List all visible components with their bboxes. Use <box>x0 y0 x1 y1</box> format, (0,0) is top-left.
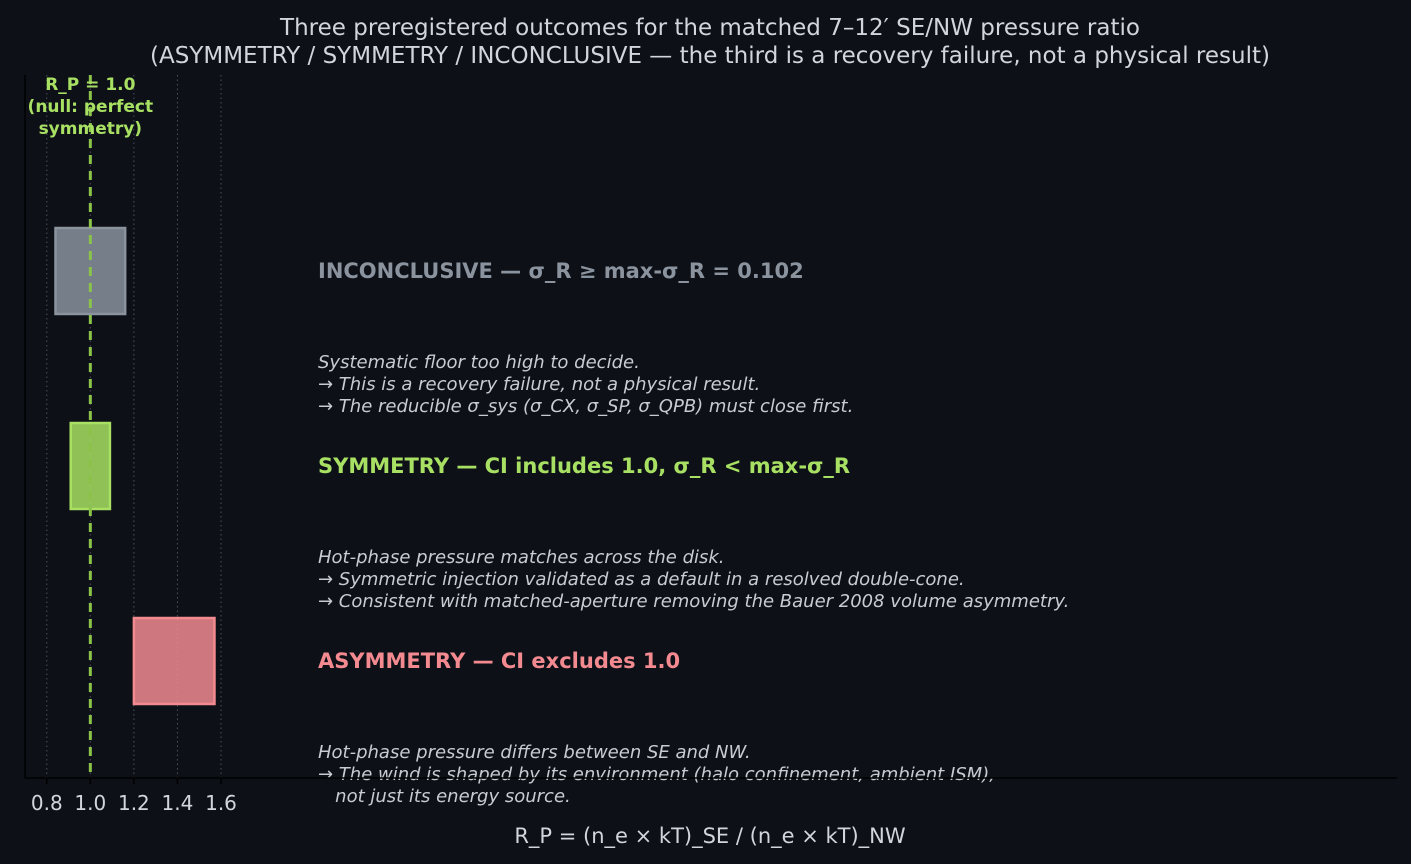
description-inconclusive: Systematic floor too high to decide. <box>318 352 640 373</box>
description-asymmetry: not just its energy source. <box>318 786 571 807</box>
null-label: symmetry) <box>38 119 143 139</box>
x-tick-label: 0.8 <box>30 791 63 815</box>
chart-title: Three preregistered outcomes for the matched 7–12′ SE/NW pressure ratio <box>280 15 1140 41</box>
null-label: R_P = 1.0 <box>45 75 136 95</box>
description-inconclusive: → This is a recovery failure, not a physical result. <box>318 374 761 395</box>
description-symmetry: → Symmetric injection validated as a default in a resolved double-cone. <box>318 569 965 590</box>
x-axis-ticks <box>31 778 237 815</box>
heading-asymmetry: ASYMMETRY — CI excludes 1.0 <box>318 649 681 673</box>
bar-asymmetry <box>134 618 215 704</box>
description-symmetry: → Consistent with matched-aperture removing the Bauer 2008 volume asymmetry. <box>318 591 1070 612</box>
description-inconclusive: → The reducible σ_sys (σ_CX, σ_SP, σ_QPB) must close first. <box>318 396 854 417</box>
outcome-bars <box>55 228 214 704</box>
x-tick-label: 1.6 <box>205 791 237 815</box>
heading-symmetry: SYMMETRY — CI includes 1.0, σ_R < max-σ_R <box>318 454 851 478</box>
x-tick-label: 1.4 <box>161 791 194 815</box>
x-tick-label: 1.2 <box>117 791 150 815</box>
description-asymmetry: → The wind is shaped by its environment (halo confinement, ambient ISM), <box>318 764 995 785</box>
null-label: (null: perfect <box>27 97 154 117</box>
heading-inconclusive: INCONCLUSIVE — σ_R ≥ max-σ_R = 0.102 <box>318 259 804 283</box>
description-asymmetry: Hot-phase pressure differs between SE and NW. <box>318 742 751 763</box>
x-axis-label: R_P = (n_e × kT)_SE / (n_e × kT)_NW <box>514 824 906 848</box>
outcome-labels <box>318 259 1069 807</box>
chart-subtitle: (ASYMMETRY / SYMMETRY / INCONCLUSIVE — the third is a recovery failure, not a physical result) <box>150 43 1270 69</box>
description-symmetry: Hot-phase pressure matches across the disk. <box>318 547 725 568</box>
x-tick-label: 1.0 <box>74 791 107 815</box>
